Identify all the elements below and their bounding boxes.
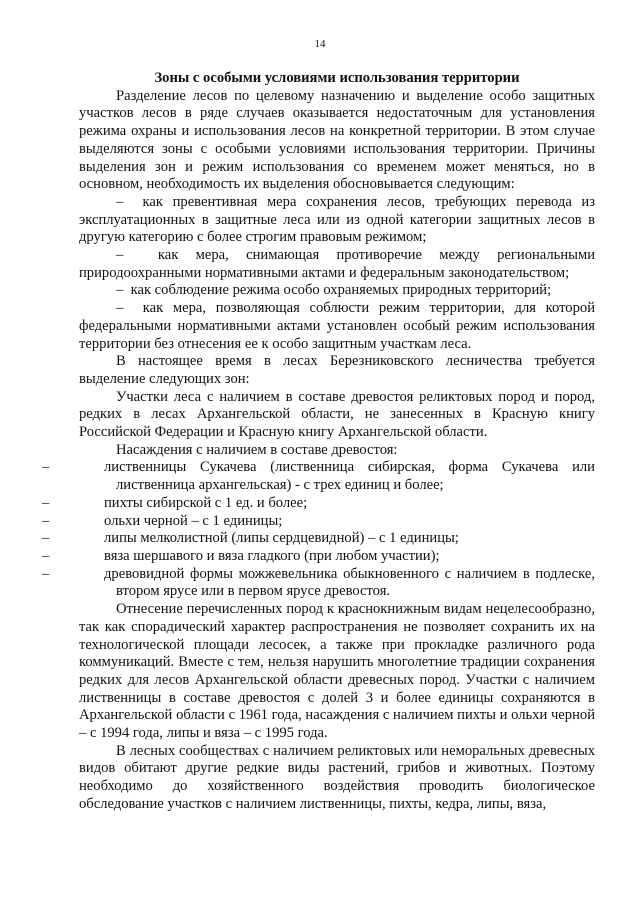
species-item — [42, 530, 595, 548]
species-item — [42, 547, 595, 566]
document-body — [42, 70, 596, 814]
attribution-paragraph: Отнесение перечисленных пород к краснокнижным видам нецелесообразно, так как спорадический характер распространения не позволяет сохранить их на технологической площади лесосек, а также при прокладке различного рода коммуникаций. Вместе с тем, нельзя нарушить многолетние традиции сохранения редких для лесов Архангельской области древесных пород. Участки с наличием лиственницы в составе древостоя с долей 3 и более единицы сохраняются в Архангельской области с 1961 года, насаждения с наличием пихты и ольхи черной – с 1994 года, липы и вяза – с 1995 года. — [79, 601, 595, 742]
current-zones-paragraph: В настоящее время в лесах Березниковского лесничества требуется выделение следующих зон: — [79, 353, 595, 387]
communities-paragraph: В лесных сообществах с наличием реликтовых или неморальных древесных видов обитают другие редкие виды растений, грибов и животных. Поэтому необходимо до хозяйственного воздействия проводить биологическое обследование участков с наличием лиственницы, пихты, кедра, липы, вяза, — [79, 742, 595, 812]
list-dash: – — [42, 459, 50, 476]
species-text: пихты сибирской с 1 ед. и более; — [104, 494, 308, 511]
list-dash: – — [42, 512, 50, 529]
reason-text: как мера, позволяющая соблюсти режим территории, для которой федеральными нормативными актами установлен особый режим использования территории без отнесения ее к особо защитным участкам леса. — [79, 300, 596, 352]
stands-paragraph: Насаждения с наличием в составе древостоя: — [116, 441, 398, 458]
species-text: вяза шершавого и вяза гладкого (при любом участии); — [104, 547, 440, 564]
list-dash: – — [116, 193, 124, 210]
species-item — [42, 459, 595, 494]
reason-text: как превентивная мера сохранения лесов, требующих перевода из эксплуатационных в защитные леса или из одной категории защитных лесов в другую категорию с более строгим правовым режимом; — [79, 193, 595, 246]
species-text: ольхи черной – с 1 единицы; — [104, 512, 283, 529]
species-item — [42, 565, 595, 601]
species-text: липы мелколистной (липы сердцевидной) – с 1 единицы; — [104, 530, 459, 547]
relict-paragraph: Участки леса с наличием в составе древостоя реликтовых пород и пород, редких в лесах Архангельской области, не занесенных в Красную книгу Российской Федерации и Красную книгу Архангельской области. — [79, 388, 595, 441]
list-dash: – — [42, 494, 50, 511]
reason-item — [79, 247, 595, 282]
reason-item — [79, 282, 595, 300]
list-dash: – — [116, 282, 124, 299]
species-text: лиственницы Сукачева (лиственница сибирская, форма Сукачева или лиственница архангельская) - с трех единиц и более; — [104, 459, 595, 494]
list-dash: – — [42, 565, 50, 582]
species-item — [42, 512, 595, 531]
list-dash: – — [42, 530, 50, 547]
reason-item — [79, 194, 595, 247]
reason-text: как соблюдение режима особо охраняемых природных территорий; — [130, 282, 552, 299]
reason-item — [79, 300, 595, 353]
page-number: 14 — [314, 38, 326, 50]
reason-text: как мера, снимающая противоречие между региональными природоохранными нормативными актами и федеральным законодательством; — [79, 247, 596, 281]
section-heading: Зоны с особыми условиями использования территории — [154, 70, 520, 86]
list-dash: – — [42, 547, 50, 564]
list-dash: – — [116, 300, 124, 317]
species-text: древовидной формы можжевельника обыкновенного с наличием в подлеске, втором ярусе или в первом ярусе древостоя. — [104, 565, 595, 600]
list-dash: – — [116, 247, 124, 264]
species-item — [42, 494, 595, 513]
intro-paragraph: Разделение лесов по целевому назначению и выделение особо защитных участков лесов в ряде случаев оказывается недостаточным для установления режима охраны и использования лесов на конкретной территории. В этом случае выделяются зоны с особыми условиями использования территории. Причины выделения зон и режим использования со временем может меняться, но в основном, необходимость их выделения обосновывается следующим: — [79, 87, 595, 193]
